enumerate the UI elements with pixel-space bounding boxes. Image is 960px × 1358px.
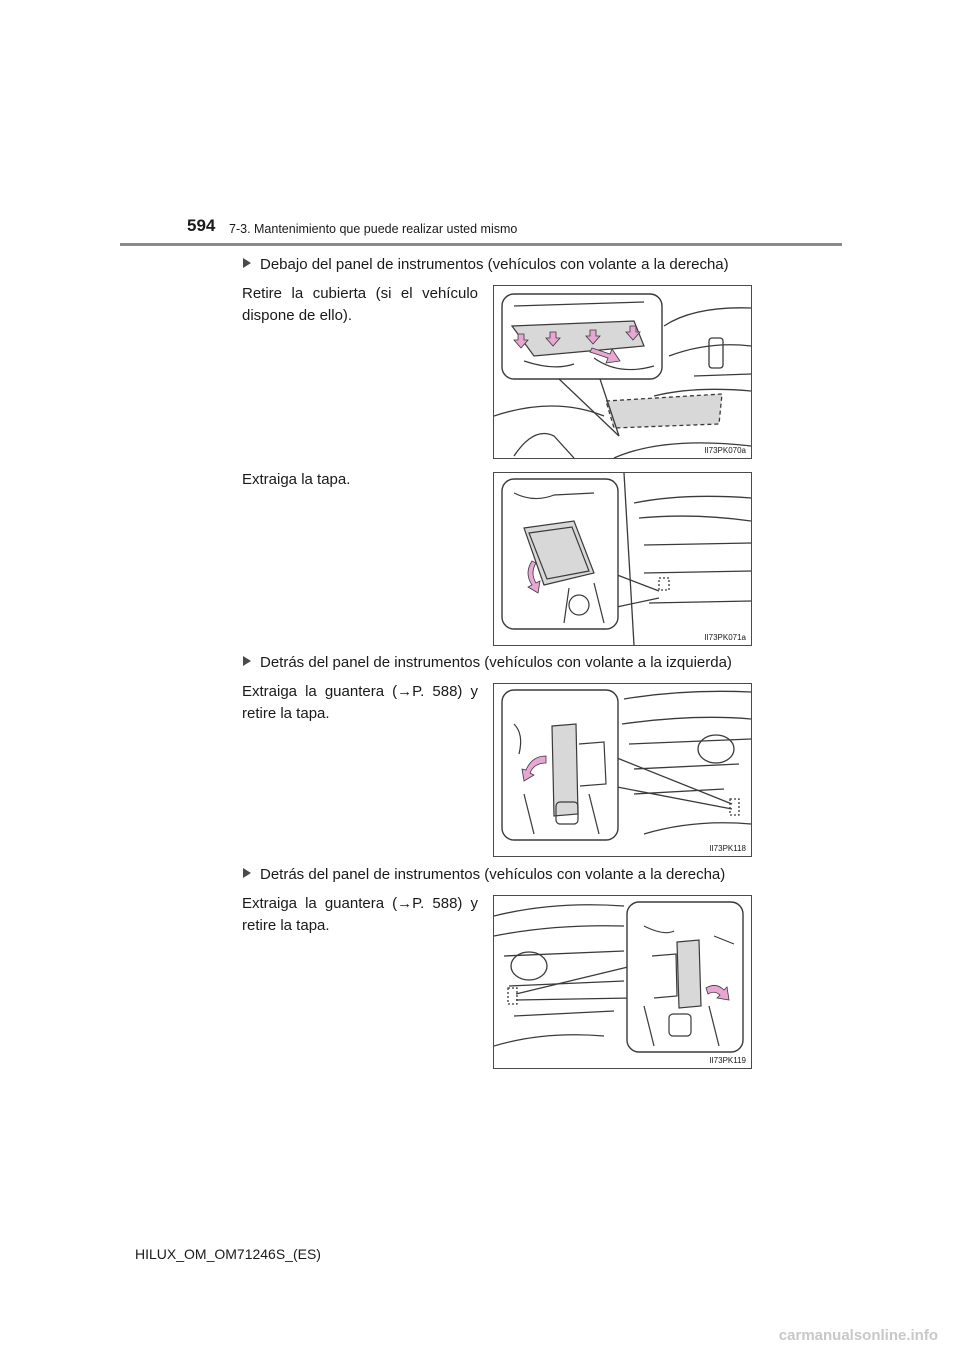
section-heading-text: Detrás del panel de instrumentos (vehículos con volante a la derecha): [260, 866, 726, 883]
figure-2: [493, 472, 752, 646]
figure-code: II73PK119: [709, 1056, 746, 1065]
bullet-triangle-icon: [243, 656, 251, 666]
section-heading-1: [243, 256, 729, 273]
section-heading-3: [243, 866, 725, 883]
figure-code: II73PK118: [709, 844, 746, 853]
figure-code: II73PK070a: [704, 446, 746, 455]
watermark: carmanualsonline.info: [778, 1327, 938, 1344]
section-title: 7-3. Mantenimiento que puede realizar usted mismo: [229, 222, 518, 236]
step-text-3: Extraiga la guantera (→P. 588) y retire la tapa.: [242, 683, 478, 722]
section-heading-text: Debajo del panel de instrumentos (vehículos con volante a la derecha): [260, 256, 729, 273]
figure-3: [493, 683, 752, 857]
step-text-4: Extraiga la guantera (→P. 588) y retire la tapa.: [242, 895, 478, 934]
step-text-1: Retire la cubierta (si el vehículo dispone de ello).: [242, 285, 478, 324]
figure-code: II73PK071a: [704, 633, 746, 642]
header-rule: [120, 243, 842, 246]
bullet-triangle-icon: [243, 258, 251, 268]
page-number: 594: [187, 216, 216, 235]
step-text-2: Extraiga la tapa.: [242, 471, 351, 488]
figure-4: [493, 895, 752, 1069]
section-heading-2: [243, 654, 732, 671]
figure-1: [493, 285, 752, 459]
footer-doc-id: HILUX_OM_OM71246S_(ES): [135, 1246, 321, 1262]
bullet-triangle-icon: [243, 868, 251, 878]
section-heading-text: Detrás del panel de instrumentos (vehículos con volante a la izquierda): [260, 654, 732, 671]
